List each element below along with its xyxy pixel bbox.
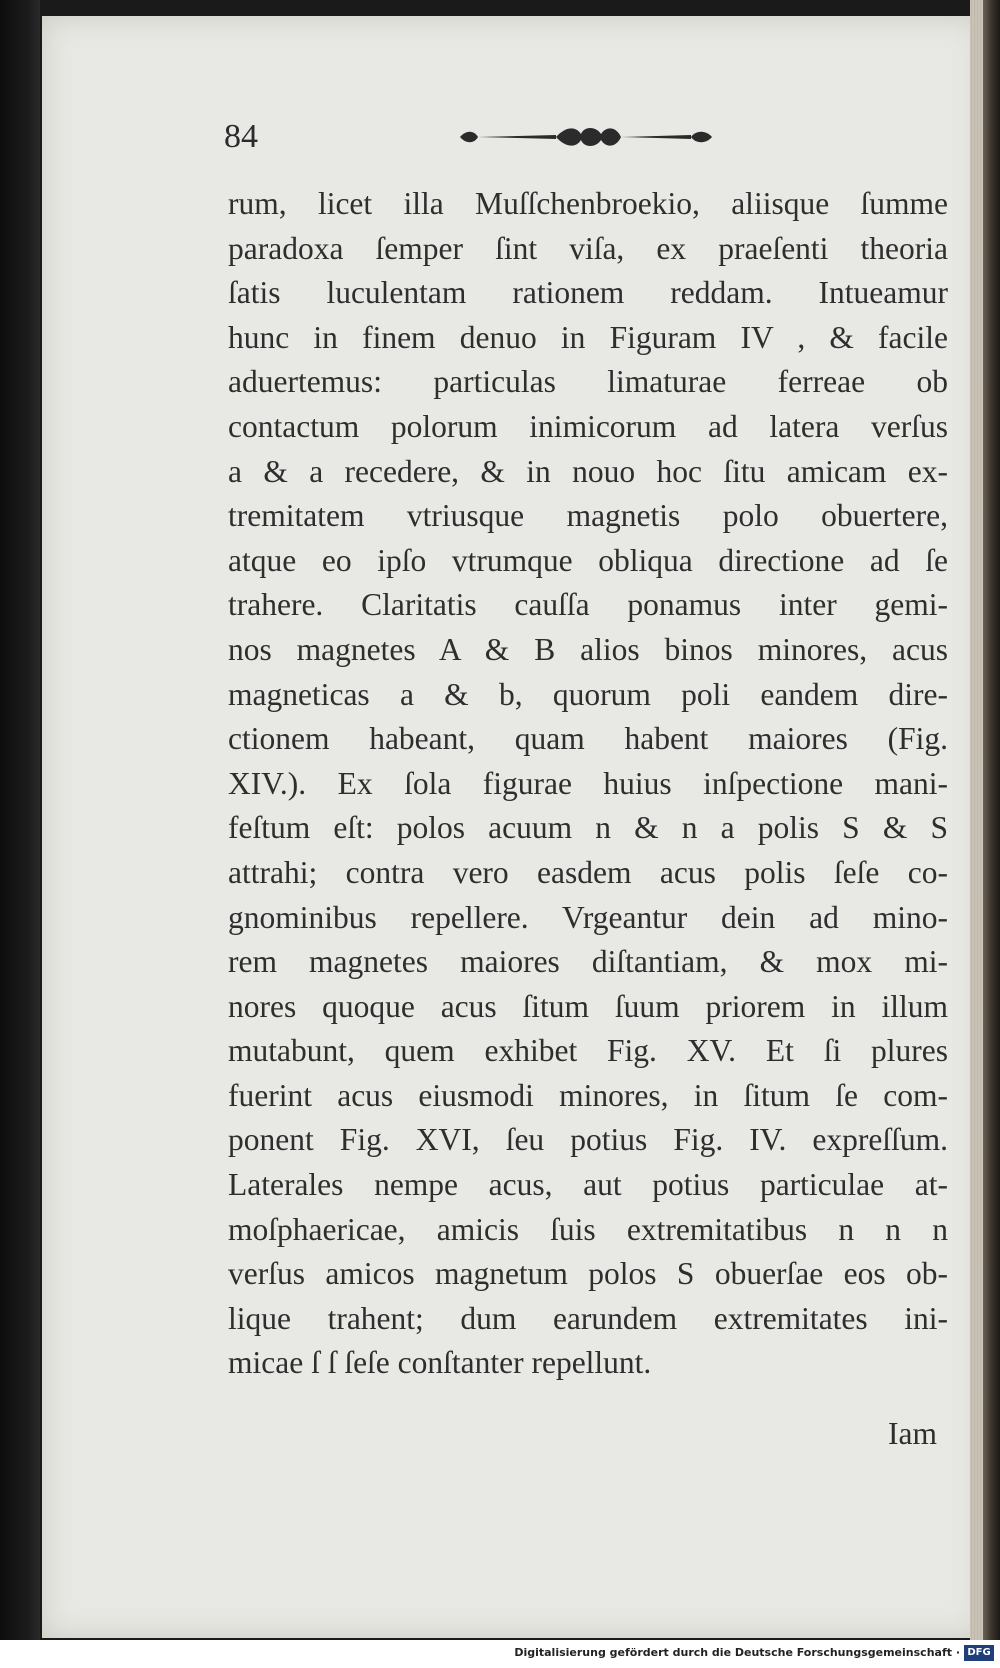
text-line: atque eo ipſo vtrumque obliqua directione ad ſe: [228, 542, 948, 578]
text-line: magneticas a & b, quorum poli eandem dire-: [228, 676, 948, 712]
text-line: rum, licet illa Muſſchenbroekio, aliisque ſumme: [228, 186, 948, 221]
text-line: nores quoque acus ſitum ſuum priorem in illum: [228, 988, 948, 1024]
text-line: trahere. Claritatis cauſſa ponamus inter gemi-: [228, 587, 948, 623]
text-line: ponent Fig. XVI, ſeu potius Fig. IV. expreſſum.: [228, 1122, 948, 1158]
text-line: lique trahent; dum earundem extremitates ini-: [228, 1300, 948, 1336]
text-line: Laterales nempe acus, aut potius particulae at-: [228, 1167, 948, 1203]
text-line: rem magnetes maiores diſtantiam, & mox mi-: [228, 944, 948, 980]
text-line: moſphaericae, amicis ſuis extremitatibus n n n: [228, 1211, 948, 1247]
text-line: hunc in finem denuo in Figuram IV , & facile: [228, 319, 948, 355]
text-line: ſatis luculentam rationem reddam. Intueamur: [228, 275, 948, 311]
text-line: micae ſ ſ ſeſe conſtanter repellunt.: [228, 1345, 652, 1381]
text-line: aduertemus: particulas limaturae ferreae ob: [228, 364, 948, 400]
text-line: fuerint acus eiusmodi minores, in ſitum ſe com-: [228, 1077, 948, 1113]
book-spine-right: [983, 0, 1000, 1640]
text-line: attrahi; contra vero easdem acus polis ſeſe co-: [228, 854, 948, 890]
text-line: tremitatem vtriusque magnetis polo obuertere,: [228, 498, 948, 534]
text-line: gnominibus repellere. Vrgeantur dein ad mino-: [228, 899, 948, 935]
digitization-footer: [0, 1640, 1000, 1668]
text-line: paradoxa ſemper ſint viſa, ex praeſenti theoria: [228, 230, 948, 266]
text-line: nos magnetes A & B alios binos minores, acus: [228, 631, 948, 667]
decorative-ornament-icon: [456, 122, 716, 152]
book-spine-left: [0, 0, 40, 1640]
text-line: contactum polorum inimicorum ad latera verſus: [228, 408, 948, 444]
text-line: XIV.). Ex ſola figurae huius inſpectione mani-: [228, 765, 948, 801]
text-line: mutabunt, quem exhibet Fig. XV. Et ſi plures: [228, 1033, 948, 1069]
text-line: feſtum eſt: polos acuum n & n a polis S & S: [228, 810, 948, 846]
page-number: 84: [224, 118, 258, 155]
text-line: a & a recedere, & in nouo hoc ſitu amicam ex-: [228, 453, 948, 489]
page-header: [224, 118, 924, 168]
dfg-logo-icon: DFG: [964, 1645, 994, 1661]
funding-credit: Digitalisierung gefördert durch die Deutsche Forschungsgemeinschaft ·: [514, 1646, 960, 1659]
body-text: [228, 182, 948, 1386]
text-line: verſus amicos magnetum polos S obuerſae eos ob-: [228, 1256, 948, 1292]
catchword: Iam: [888, 1416, 937, 1451]
text-line: ctionem habeant, quam habent maiores (Fig.: [228, 721, 948, 757]
page-edges: [970, 0, 984, 1640]
